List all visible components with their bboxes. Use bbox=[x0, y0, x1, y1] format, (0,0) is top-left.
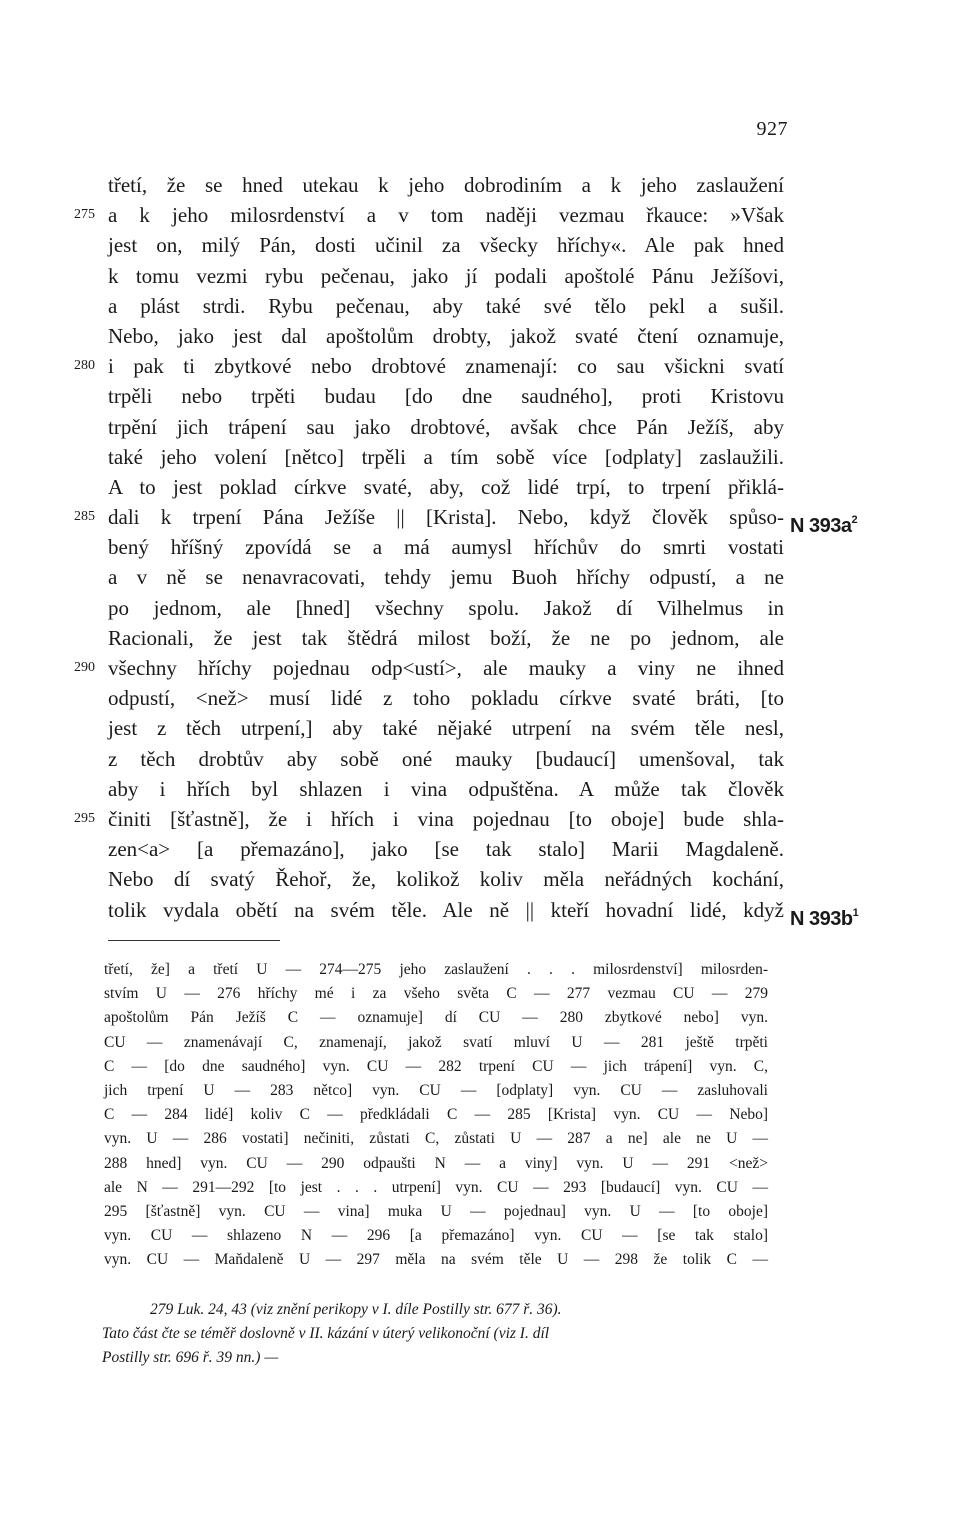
line-text: a plást strdi. Rybu pečenau, aby také své tělo pekl a sušil. bbox=[108, 293, 784, 318]
line-text: zen<a> [a přemazáno], jako [se tak stalo] Marii Magdaleně. bbox=[108, 837, 784, 862]
line-number: 295 bbox=[74, 810, 95, 826]
text-line bbox=[108, 562, 784, 592]
text-line bbox=[108, 321, 784, 351]
apparatus-line: C — [do dne saudného] vyn. CU — 282 trpení CU — jich trápení] vyn. C, bbox=[104, 1057, 768, 1075]
manuscript-folio-marker: N $393b^1$ bbox=[790, 906, 859, 930]
text-line bbox=[108, 744, 784, 774]
commentary-line: Postilly str. 696 ř. 39 nn.) — bbox=[102, 1349, 279, 1366]
apparatus-line: 288 hned] vyn. CU — 290 odpaušti N — a viny] vyn. U — 291 <než> bbox=[104, 1154, 768, 1172]
line-text: po jednom, ale [hned] všechny spolu. Jakož dí Vilhelmus in bbox=[108, 595, 784, 620]
line-text: odpustí, <než> musí lidé z toho pokladu církve svaté bráti, [to bbox=[108, 686, 784, 711]
line-text: činiti [šťastně], že i hřích i vina pojednau [to oboje] bude shla- bbox=[108, 806, 784, 831]
apparatus-line: jich trpení U — 283 nětco] vyn. CU — [odplaty] vyn. CU — zasluhovali bbox=[104, 1081, 768, 1099]
text-line bbox=[108, 532, 784, 562]
line-text: Racionali, že jest tak štědrá milost boží, že ne po jednom, ale bbox=[108, 625, 784, 650]
line-text: Nebo, jako jest dal apoštolům drobty, jakož svaté čtení oznamuje, bbox=[108, 323, 784, 348]
line-number: 285 bbox=[74, 509, 95, 525]
apparatus-line: C — 284 lidé] koliv C — předkládali C — 285 [Krista] vyn. CU — Nebo] bbox=[104, 1106, 768, 1124]
text-line bbox=[74, 502, 858, 538]
apparatus-line: 295 [šťastně] vyn. CU — vina] muka U — pojednau] vyn. U — [to oboje] bbox=[104, 1202, 768, 1220]
text-line bbox=[108, 774, 784, 804]
main-text bbox=[74, 170, 859, 930]
apparatus-line: CU — znamenávají C, znamenají, jakož svatí mluví U — 281 ještě trpěti bbox=[104, 1033, 768, 1051]
text-line bbox=[108, 170, 784, 200]
line-text: a v ně se nenavracovati, tehdy jemu Buoh hříchy odpustí, a ne bbox=[108, 565, 784, 590]
manuscript-folio-marker: N $393a^2$ bbox=[790, 514, 858, 538]
apparatus-line: apoštolům Pán Ježíš C — oznamuje] dí CU — 280 zbytkové nebo] vyn. bbox=[104, 1009, 768, 1027]
line-text: trpění jich trápení sau jako drobtové, avšak chce Pán Ježíš, aby bbox=[108, 414, 784, 439]
text-line bbox=[74, 804, 784, 834]
apparatus-line: vyn. CU — Maňdaleně U — 297 měla na svém těle U — 298 že tolik C — bbox=[104, 1251, 768, 1269]
text-line bbox=[108, 291, 784, 321]
text-line bbox=[108, 713, 784, 743]
text-line bbox=[74, 351, 784, 381]
line-number: 280 bbox=[74, 358, 95, 374]
commentary-line: 279 Luk. 24, 43 (viz znění perikopy v I. díle Postilly str. 677 ř. 36). bbox=[150, 1301, 562, 1318]
footnote-divider bbox=[108, 940, 280, 941]
line-text: A to jest poklad církve svaté, aby, což lidé trpí, to trpení přiklá- bbox=[108, 474, 784, 499]
line-text: Nebo dí svatý Řehoř, že, kolikož koliv měla neřádných kochání, bbox=[108, 867, 784, 892]
line-text: k tomu vezmi rybu pečenau, jako jí podali apoštolé Pánu Ježíšovi, bbox=[108, 263, 784, 288]
text-line bbox=[108, 895, 859, 930]
line-text: z těch drobtův aby sobě oné mauky [budaucí] umenšoval, tak bbox=[108, 746, 784, 771]
commentary-notes bbox=[102, 1298, 770, 1370]
text-line bbox=[108, 864, 784, 894]
line-number: 290 bbox=[74, 660, 95, 675]
text-line bbox=[74, 653, 784, 683]
line-number: 275 bbox=[74, 207, 95, 223]
apparatus-line: stvím U — 276 hříchy mé i za všeho světa C — 277 vezmau CU — 279 bbox=[104, 985, 768, 1003]
apparatus-line: ale N — 291—292 [to jest . . . utrpení] vyn. CU — 293 [budaucí] vyn. CU — bbox=[104, 1178, 768, 1196]
line-text: také jeho volení [nětco] trpěli a tím sobě více [odplaty] zaslaužili. bbox=[108, 444, 784, 469]
text-line bbox=[108, 442, 784, 472]
apparatus-line: vyn. U — 286 vostati] nečiniti, zůstati C, zůstati U — 287 a ne] ale ne U — bbox=[104, 1130, 768, 1148]
text-line bbox=[108, 834, 784, 864]
line-text: dali k trpení Pána Ježíše || [Krista]. Nebo, když člověk spůso- bbox=[108, 505, 784, 530]
text-line bbox=[108, 472, 784, 502]
page-number: 927 bbox=[756, 118, 788, 140]
line-text: tolik vydala obětí na svém těle. Ale ně || kteří hovadní lidé, když bbox=[108, 897, 784, 922]
line-text: třetí, že se hned utekau k jeho dobrodiním a k jeho zaslaužení bbox=[108, 173, 784, 197]
line-text: a k jeho milosrdenství a v tom naději vezmau řkauce: »Však bbox=[108, 203, 784, 228]
text-line bbox=[108, 623, 784, 653]
line-text: bený hříšný zpovídá se a má aumysl hříchův do smrti vostati bbox=[108, 535, 784, 560]
text-line bbox=[108, 593, 784, 623]
commentary-line: Tato část čte se téměř doslovně v II. kázání v úterý velikonoční (viz I. díl bbox=[102, 1325, 550, 1342]
line-text: aby i hřích byl shlazen i vina odpuštěna. A může tak člověk bbox=[108, 776, 784, 801]
line-text: trpěli nebo trpěti budau [do dne saudného], proti Kristovu bbox=[108, 384, 784, 409]
apparatus-line: vyn. CU — shlazeno N — 296 [a přemazáno] vyn. CU — [se tak stalo] bbox=[104, 1227, 768, 1245]
apparatus-line: třetí, že] a třetí U — 274—275 jeho zaslaužení . . . milosrdenství] milosrden- bbox=[104, 961, 768, 978]
line-text: jest z těch utrpení,] aby také nějaké utrpení na svém těle nesl, bbox=[108, 716, 784, 741]
line-text: všechny hříchy pojednau odp<ustí>, ale mauky a viny ne ihned bbox=[108, 656, 784, 680]
text-line bbox=[108, 230, 784, 260]
text-line bbox=[108, 381, 784, 411]
text-line bbox=[108, 683, 784, 713]
line-text: i pak ti zbytkové nebo drobtové znamenají: co sau všickni svatí bbox=[108, 354, 784, 379]
line-text: jest on, milý Pán, dosti učinil za všecky hříchy«. Ale pak hned bbox=[108, 233, 784, 258]
text-line bbox=[108, 412, 784, 442]
text-line bbox=[108, 261, 784, 291]
text-line bbox=[74, 200, 784, 230]
critical-apparatus bbox=[104, 958, 768, 1272]
